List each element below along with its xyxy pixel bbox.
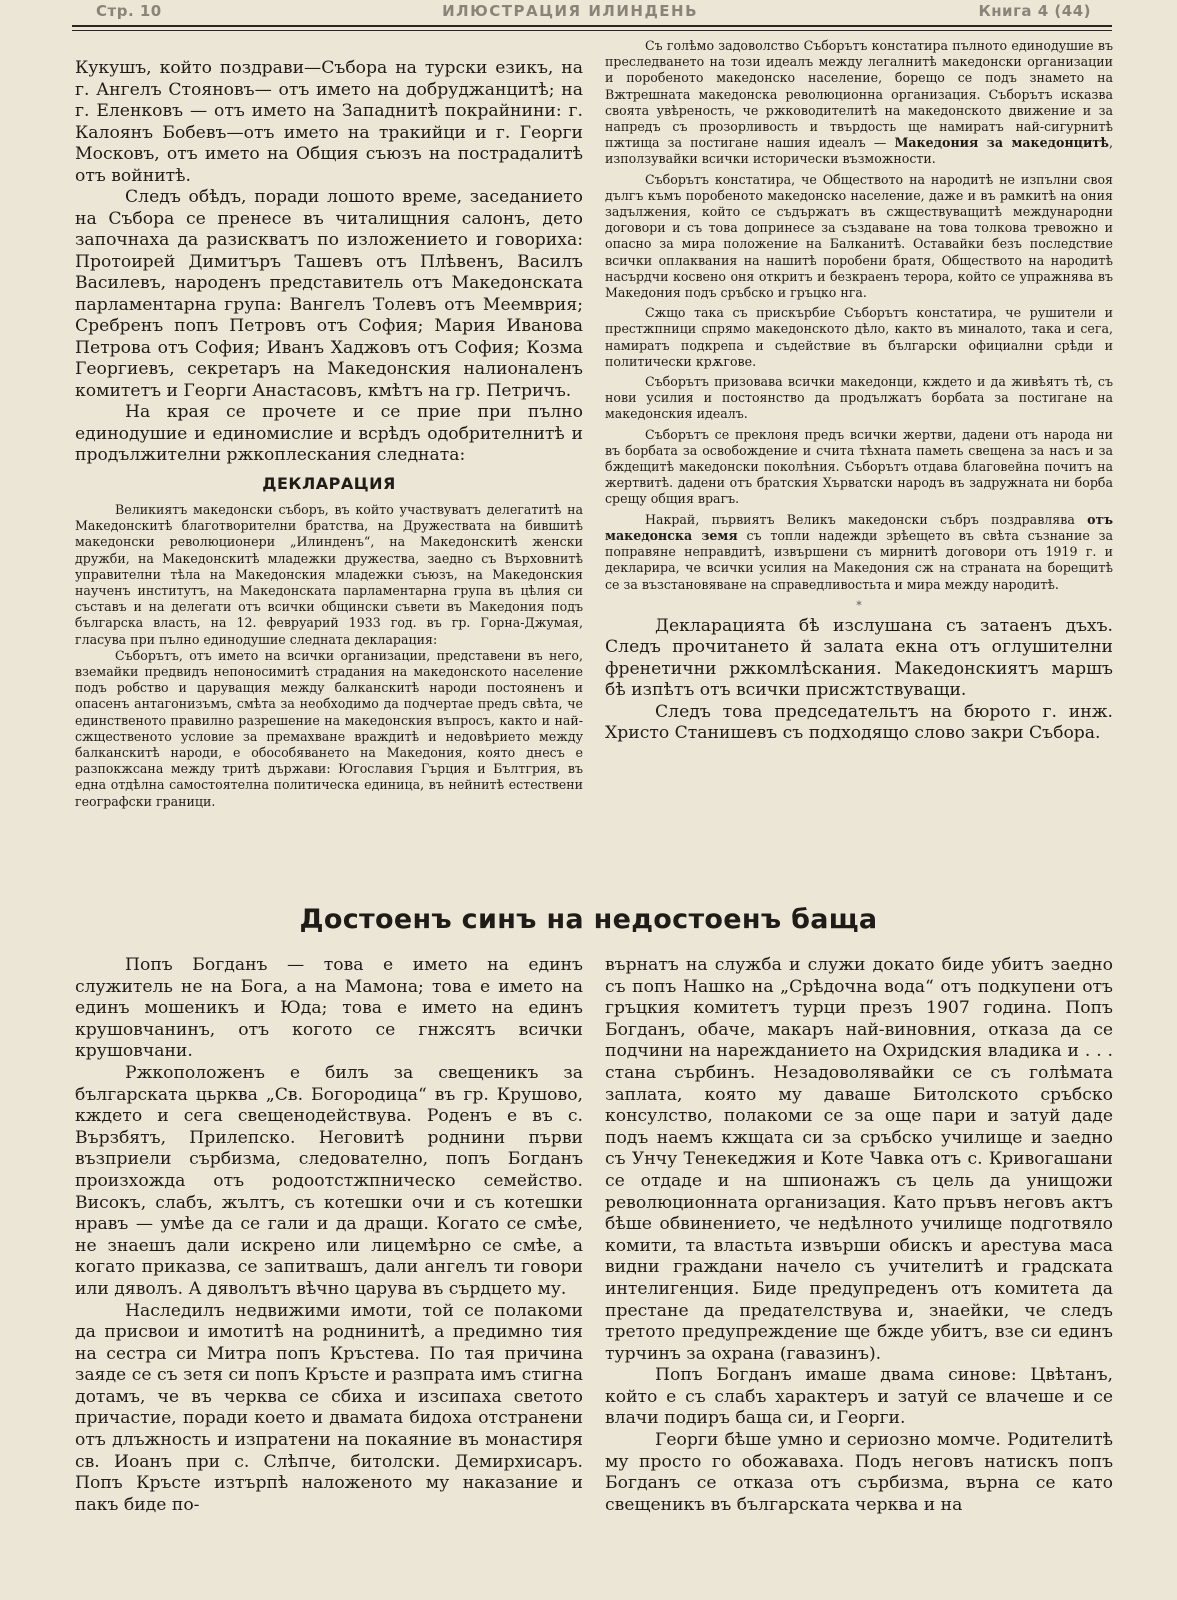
issue-number: Книга 4 (44) xyxy=(978,2,1091,20)
declaration-paragraph: Съборътъ, отъ името на всички организации, представени въ него, вземайки предвидъ непоносимитѣ страдания на македонското население подъ робство и царуващия между балканскитѣ народи постояненъ и опасенъ антагонизъмъ, смѣта за необходимо да подчертае предъ свѣта, че единственото правилно разрешение на македонския въпросъ, както и най-сжщественото условие за премахване враждитѣ и недовѣрието между балканскитѣ народи, е обособяването на Македония, която днесъ е разпокжсана между тритѣ държави: Югославия Гърция и Бълтгрия, въ една отдѣлна самостоятелна политическа единица, въ нейнитѣ естествени географски граници. xyxy=(75,647,583,809)
page-header xyxy=(96,0,1091,22)
bold-run: Македония за македонцитѣ xyxy=(894,135,1109,151)
declaration-paragraph: Съборътъ констатира, че Обществото на народитѣ не изпълни своя дългъ къмъ поробеното македонско население, даже и въ рамкитѣ на ония задължения, който се съдържатъ въ сжществуващитѣ международни договори и съ това допринесе за създаване на това толкова тревожно и опасно за мира положение на Балканитѣ. Оставайки безъ последствие всички оплаквания на нашитѣ поробени братя, Обществото на народитѣ насърдчи косвено оня откритъ и безкраенъ терора, който се упражнява въ Македония подъ сръбско и гръцко нга. xyxy=(605,171,1113,301)
page-number: Стр. 10 xyxy=(96,2,162,20)
declaration-paragraph xyxy=(605,512,1113,593)
declaration-paragraph xyxy=(605,38,1113,168)
declaration-paragraph: Великиятъ македонски съборъ, въ който участвуватъ делегатитѣ на Македонскитѣ благотворителни братства, на Дружествата на бившитѣ македонски революционери „Илинденъ“, на Македонскитѣ женски дружби, на Македонскитѣ младежки дружества, заедно съ Върховнитѣ управителни тѣла на Македонския младежки съюзъ, на Македонския наученъ институтъ, на Македонската парламентарна група въ цѣлия си съставъ и на делегати отъ всички общински съвети въ Македония подъ българска власть, на 12. февруарий 1933 год. въ гр. Горна-Джумая, гласува при пълно единодушие следната декларация: xyxy=(75,502,583,647)
article-paragraph: Наследилъ недвижими имоти, той се полакоми да присвои и имотитѣ на роднинитѣ, а предимно тия на сестра си Митра попъ Кръстева. По тая причина заяде се съ зетя си попъ Кръсте и разпрата имъ стигна дотамъ, че въ черква се сбиха и изсипаха светото причастие, поради което и двамата бидоха отстранени отъ длъжность и изпратени на покаяние въ монастиря св. Иоанъ при с. Слѣпче, битолски. Демирхисаръ. Попъ Кръсте изтърпѣ наложеното му наказание и пакъ биде по- xyxy=(75,1300,583,1515)
article-left-column xyxy=(75,955,583,1516)
header-rule xyxy=(72,25,1112,27)
section-separator: * xyxy=(856,598,862,612)
text-run: Накрай, първиятъ Великъ македонски събръ поздравлява xyxy=(645,511,1088,527)
bold-run: отъ македонска земя xyxy=(605,511,1113,543)
declaration-paragraph: Сжщо така съ прискърбие Съборътъ констатира, че рушители и престжпници спрямо македонското дѣло, както въ миналото, така и сега, намиратъ подкрепа и съдействие въ български официални срѣди и политически крѫгове. xyxy=(605,305,1113,369)
article-right-column xyxy=(605,955,1113,1516)
closing-text xyxy=(605,616,1113,745)
paragraph: Декларацията бѣ изслушана съ затаенъ дъхъ. Следъ прочитането й залата екна отъ оглушителни френетични ржкомлѣскания. Македонскиятъ маршъ бѣ изпѣтъ отъ всички присжтствуващи. xyxy=(605,615,1113,701)
article-paragraph: върнатъ на служба и служи докато биде убитъ заедно съ попъ Нашко на „Срѣдочна вода“ отъ подкупени отъ гръцкия комитетъ турци презъ 1907 година. Попъ Богданъ, обаче, макаръ най-виновния, отказа да се подчини на нарежданието на Охридския владика и . . . стана сърбинъ. Незадоволявайки се съ голѣмата заплата, която му даваше Битолското сръбско консулство, полакоми се за още пари и затуй даде подъ наемъ кжщата си за сръбско училище и заедно съ Унчу Тенекеджия и Коте Чавка отъ с. Кривогашани се отдаде и на шпионажъ съ цель да унищожи революционната организация. Като пръвъ неговъ актъ бѣше обвинението, че недѣлното училище подготвяло комити, та властьта извърши обискъ и арестува маса видни граждани начело съ учителитѣ и градската интелигенция. Биде предупреденъ отъ комитета да престане да предателствува и, знаейки, че следъ третото предупреждение ще бжде убитъ, взе си единъ турчинъ за охрана (гавазинъ). xyxy=(605,955,1113,1364)
declaration-paragraph: Съборътъ се преклоня предъ всички жертви, дадени отъ народа ни въ борбата за освобождение и счита тѣхната паметь свещена за насъ и за бждещитѣ македонски поколѣния. Съборътъ отдава благовейна почитъ на жертвитѣ. дадени отъ братския Хърватски народъ въ задружната ни борба срещу общия врагъ. xyxy=(605,426,1113,507)
paragraph: Следъ това председательтъ на бюрото г. инж. Христо Станишевъ съ подходящо слово закри Събора. xyxy=(605,701,1113,744)
article-paragraph: Георги бѣше умно и сериозно момче. Родителитѣ му просто го обожаваха. Подъ неговъ натискъ попъ Богданъ се отказа отъ сърбизма, върна се като свещеникъ въ българската черква и на xyxy=(605,1430,1113,1515)
paragraph: Следъ обѣдъ, поради лошото време, заседанието на Събора се пренесе въ читалищния салонъ, дето започнаха да разискватъ по изложението и говориха: Протоирей Димитъръ Ташевъ отъ Плѣвенъ, Василъ Василевъ, народенъ представитель отъ Македонската парламентарна група: Вангелъ Толевъ отъ Меемврия; Сребренъ попъ Петровъ отъ София; Мария Иванова Петрова отъ София; Иванъ Хаджовъ отъ София; Козма Георгиевъ, секретаръ на Македонския налионаленъ комитетъ и Георги Анастасовъ, кмѣтъ на гр. Петричъ. xyxy=(75,187,583,401)
declaration-text xyxy=(75,502,583,810)
magazine-title: ИЛЮСТРАЦИЯ ИЛИНДЕНЬ xyxy=(442,2,699,20)
paragraph: На края се прочете и се прие при пълно единодушие и единомислие и всрѣдъ одобрителнитѣ и продължителни ржкоплескания следната: xyxy=(75,402,583,465)
left-top-column xyxy=(75,58,583,810)
right-top-column xyxy=(605,38,1113,745)
article-title: Достоенъ синъ на недостоенъ баща xyxy=(299,904,878,935)
text-run: , използувайки всички исторически възможности. xyxy=(605,135,1113,167)
declaration-title: ДЕКЛАРАЦИЯ xyxy=(262,473,396,493)
text-run: Съ голѣмо задоволство Съборътъ констатира пълното единодушие въ преследването на този идеалъ между легалнитѣ македонски организации и поробеното македонско население, борещо се подъ знамето на Вжтрешната македонска революционна организация. Съборътъ исказва своята увѣреность, че ржководителитѣ на македонското движение и за напредъ съ прозорливость и твърдость ще намиратъ най-сигурнитѣ пжтища за постигане нашия идеалъ — xyxy=(605,38,1113,151)
article-paragraph: Попъ Богданъ имаше двама синове: Цвѣтанъ, който е съ слабъ характеръ и затуй се влачеше и се влачи подиръ баща си, и Георги. xyxy=(605,1365,1113,1429)
text-run: съ топли надежди зрѣещето въ свѣта съзнание за поправяне неправдитѣ, извършени съ мирнитѣ договори отъ 1919 г. и декларира, че всички усилия на Македония сж на страната на борещитѣ се за възстановяване на справедливостьта и мира между народитѣ. xyxy=(605,527,1113,592)
article-paragraph: Попъ Богданъ — това е името на единъ служитель не на Бога, а на Мамона; това е името на единъ мошеникъ и Юда; това е името на единъ крушовчанинъ, отъ когото се гнжсятъ всички крушовчани. xyxy=(75,955,583,1062)
declaration-continued xyxy=(605,38,1113,593)
paragraph: Кукушъ, който поздрави—Събора на турски езикъ, на г. Ангелъ Стояновъ— отъ името на добруджанцитѣ; на г. Еленковъ — отъ името на Западнитѣ покрайнини: г. Калоянъ Бобевъ—отъ името на тракийци и г. Георги Московъ, отъ името на Общия съюзъ на пострадалитѣ отъ войнитѣ. xyxy=(75,58,583,186)
header-rule-thin xyxy=(72,30,1112,31)
article-paragraph: Ржкоположенъ е билъ за свещеникъ за българската цьрква „Св. Богородица“ въ гр. Крушово, кждето и сега свещенодействува. Роденъ е въ с. Вързбятъ, Прилепско. Неговитѣ роднини първи възприели сърбизма, следователно, попъ Богданъ произхожда отъ родоотстжпническо семейство. Високъ, слабъ, жълтъ, съ котешки очи и съ котешки нравъ — умѣе да се гали и да дращи. Когато се смѣе, не знаешъ дали искрено или лицемѣрно се смѣе, а когато приказва, се запитвашъ, дали ангелъ ти говори или дяволъ. А дяволътъ вѣчно царува въ сърдцето му. xyxy=(75,1062,583,1299)
declaration-paragraph: Съборътъ призовава всички македонци, кждето и да живѣятъ тѣ, съ нови усилия и постоянство да продължатъ борбата за постигане на македонския идеалъ. xyxy=(605,374,1113,422)
